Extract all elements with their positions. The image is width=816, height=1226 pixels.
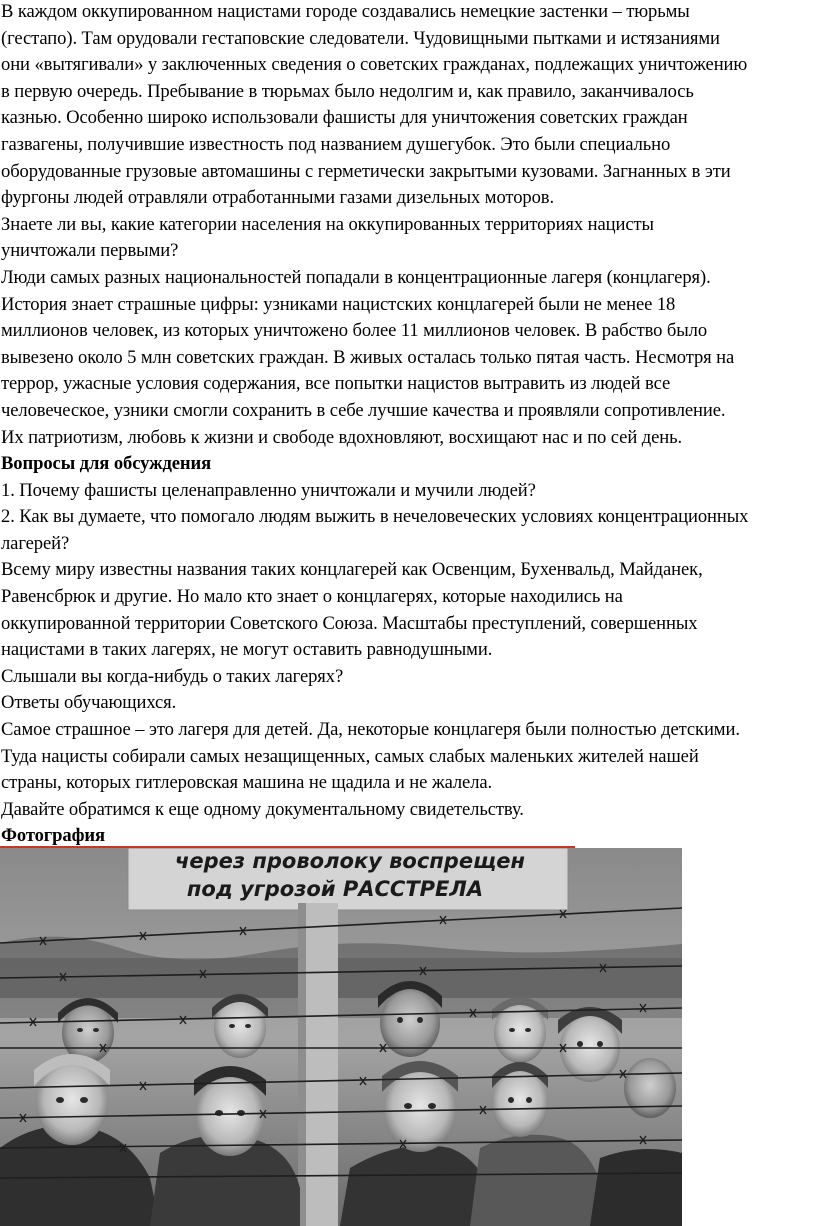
- text-line: они «вытягивали» у заключенных сведения о советских гражданах, подлежащих уничтожению: [1, 54, 748, 76]
- text-line: человеческое, узники смогли сохранить в себе лучшие качества и проявляли сопротивление.: [1, 399, 726, 421]
- question-heard-of-camps: [1, 664, 816, 691]
- paragraph-children-camps: [1, 717, 816, 797]
- historical-photograph: [0, 848, 682, 1226]
- text-line: нацистами в таких лагерях, не могут оставить равнодушными.: [1, 639, 493, 661]
- question-1: [1, 478, 816, 505]
- text-line: вывезено около 5 млн советских граждан. В живых осталась только пятая часть. Несмотря на: [1, 346, 735, 368]
- document-body: [1, 0, 816, 850]
- text-line: 2. Как вы думаете, что помогало людям выжить в нечеловеческих условиях концентрационных: [1, 506, 749, 528]
- text-line: Слышали вы когда-нибудь о таких лагерях?: [1, 665, 344, 687]
- text-line: 1. Почему фашисты целенаправленно уничтожали и мучили людей?: [1, 479, 536, 501]
- text-line: казнью. Особенно широко использовали фашисты для уничтожения советских граждан: [1, 107, 688, 129]
- text-line: в первую очередь. Пребывание в тюрьмах было недолгим и, как правило, заканчивалось: [1, 80, 694, 102]
- heading-discussion-questions: [1, 451, 816, 478]
- text-line: Знаете ли вы, какие категории населения на оккупированных территориях нацисты: [1, 213, 654, 235]
- text-line: газвагены, получившие известность под названием душегубок. Это были специально: [1, 133, 671, 155]
- text-line: уничтожали первыми?: [1, 240, 179, 262]
- text-line: Их патриотизм, любовь к жизни и свободе вдохновляют, восхищают нас и по сей день.: [1, 426, 683, 448]
- text-line: Туда нацисты собирали самых незащищенных, самых слабых маленьких жителей нашей: [1, 745, 699, 767]
- text-line: миллионов человек, из которых уничтожено более 11 миллионов человек. В рабство было: [1, 320, 708, 342]
- sign-text-line-2: под угрозой РАССТРЕЛА: [186, 877, 484, 901]
- text-line: террор, ужасные условия содержания, все попытки нацистов вытравить из людей все: [1, 373, 671, 395]
- text-line: страны, которых гитлеровская машина не щадила и не жалела.: [1, 772, 493, 794]
- text-line: оборудованные грузовые автомашины с герметически закрытыми кузовами. Загнанных в эти: [1, 160, 731, 182]
- student-answers: [1, 690, 816, 717]
- text-line: В каждом оккупированном нацистами городе создавались немецкие застенки – тюрьмы: [1, 1, 690, 22]
- paragraph-gestapo: [1, 0, 816, 212]
- text-line: Ответы обучающихся.: [1, 692, 177, 714]
- section-heading: Вопросы для обсуждения: [1, 453, 212, 475]
- paragraph-known-camps: [1, 557, 816, 663]
- paragraph-question-categories: [1, 212, 816, 265]
- text-line: оккупированной территории Советского Союза. Масштабы преступлений, совершенных: [1, 612, 698, 634]
- question-2: [1, 504, 816, 557]
- text-line: Люди самых разных национальностей попадали в концентрационные лагеря (концлагеря).: [1, 266, 711, 288]
- text-line: (гестапо). Там орудовали гестаповские следователи. Чудовищными пытками и истязаниями: [1, 27, 720, 49]
- text-line: История знает страшные цифры: узниками нацистских концлагерей были не менее 18: [1, 293, 676, 315]
- section-heading: Фотография: [1, 825, 105, 847]
- text-line: Давайте обратимся к еще одному документальному свидетельству.: [1, 798, 524, 820]
- text-line: Всему миру известны названия таких концлагерей как Освенцим, Бухенвальд, Майданек,: [1, 559, 703, 581]
- paragraph-document-evidence: [1, 797, 816, 824]
- warning-sign: [128, 848, 568, 910]
- text-line: Самое страшное – это лагеря для детей. Да, некоторые концлагеря были полностью детскими.: [1, 719, 740, 741]
- text-line: Равенсбрюк и другие. Но мало кто знает о концлагерях, которые находились на: [1, 586, 623, 608]
- text-line: фургоны людей отравляли отработанными газами дизельных моторов.: [1, 187, 555, 209]
- paragraph-concentration-camps: [1, 265, 816, 451]
- text-line: лагерей?: [1, 532, 70, 554]
- sign-text-line-1: через проволоку воспрещен: [174, 849, 526, 873]
